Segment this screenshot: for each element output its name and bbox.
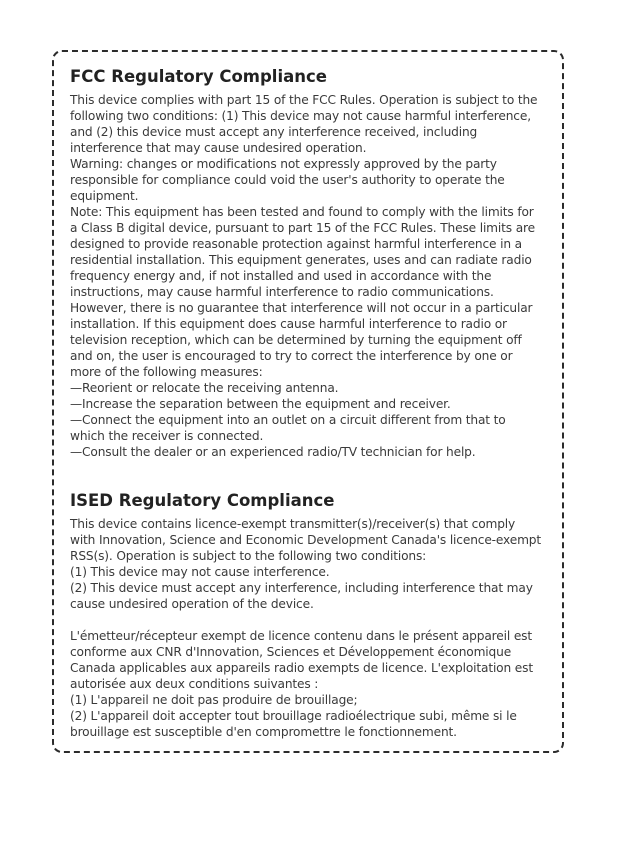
ised-french-condition: (1) L'appareil ne doit pas produire de brouillage;: [70, 693, 358, 707]
fcc-measure: —Consult the dealer or an experienced radio/TV technician for help.: [70, 445, 476, 459]
ised-english-condition: (1) This device may not cause interference.: [70, 565, 330, 579]
compliance-content: [70, 66, 542, 740]
fcc-measure: —Connect the equipment into an outlet on a circuit different from that to which the receiver is connected.: [70, 413, 506, 443]
paragraph-gap: [70, 612, 542, 628]
ised-title: ISED Regulatory Compliance: [70, 491, 335, 510]
fcc-measure: —Reorient or relocate the receiving antenna.: [70, 381, 339, 395]
fcc-warning: Warning: changes or modifications not expressly approved by the party responsible for compliance could void the user's authority to operate the equipment.: [70, 157, 505, 203]
ised-french-paragraph: L'émetteur/récepteur exempt de licence contenu dans le présent appareil est conforme aux CNR d'Innovation, Sciences et Développement économique Canada applicables aux appareils radio exempts de licence. L'exploitation est autorisée aux deux conditions suivantes :: [70, 629, 533, 691]
ised-english-paragraph: This device contains licence-exempt transmitter(s)/receiver(s) that comply with Innovation, Science and Economic Development Canada's licence-exempt RSS(s). Operation is subject to the following two conditions:: [70, 517, 542, 563]
ised-section: [70, 490, 542, 740]
fcc-paragraph: This device complies with part 15 of the FCC Rules. Operation is subject to the following two conditions: (1) This device may not cause harmful interference, and (2) this device must accept any interference received, including interference that may cause undesired operation.: [70, 93, 538, 155]
ised-english-condition: (2) This device must accept any interference, including interference that may cause undesired operation of the device.: [70, 581, 533, 611]
fcc-section: [70, 66, 542, 460]
fcc-note: Note: This equipment has been tested and found to comply with the limits for a Class B digital device, pursuant to part 15 of the FCC Rules. These limits are designed to provide reasonable protection against harmful interference in a residential installation. This equipment generates, uses and can radiate radio frequency energy and, if not installed and used in accordance with the instructions, may cause harmful interference to radio communications. However, there is no guarantee that interference will not occur in a particular installation. If this equipment does cause harmful interference to radio or television reception, which can be determined by turning the equipment off and on, the user is encouraged to try to correct the interference by one or more of the following measures:: [70, 205, 535, 379]
ised-french-condition: (2) L'appareil doit accepter tout brouillage radioélectrique subi, même si le brouillage est susceptible d'en compromettre le fonctionnement.: [70, 709, 517, 739]
fcc-measure: —Increase the separation between the equipment and receiver.: [70, 397, 451, 411]
fcc-title: FCC Regulatory Compliance: [70, 67, 327, 86]
